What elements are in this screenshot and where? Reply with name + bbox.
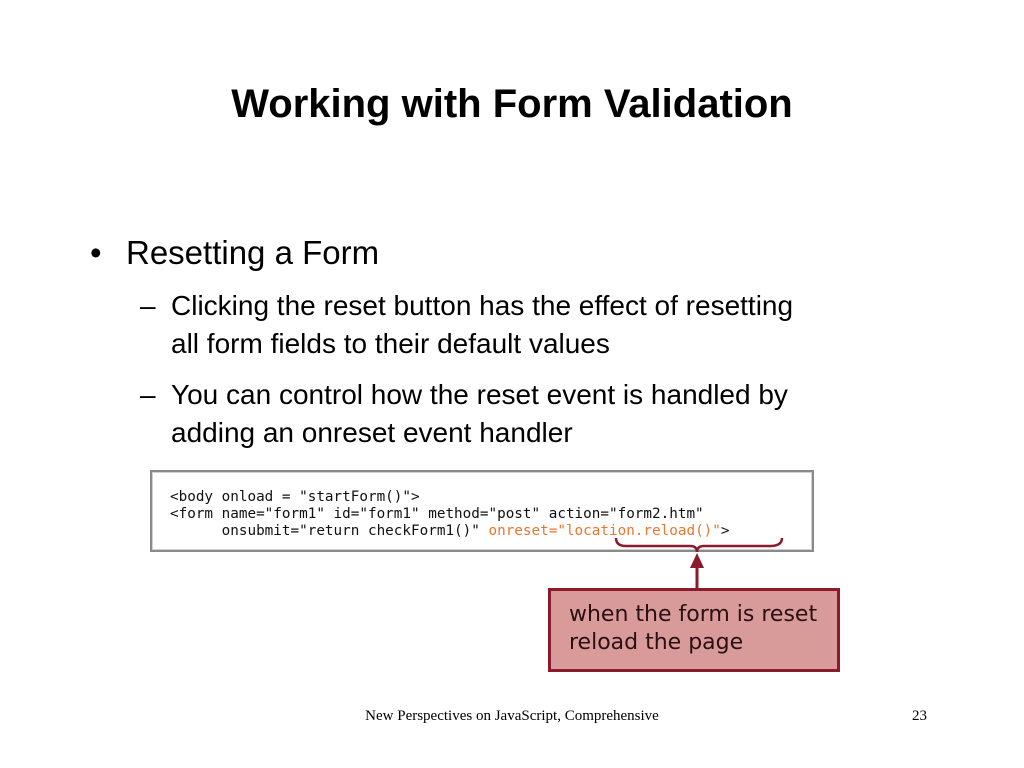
subpoint-marker: – <box>140 290 156 321</box>
bullet-marker: • <box>90 234 102 271</box>
code-tag-close: > <box>720 523 730 539</box>
subpoint-line: all form fields to their default values <box>171 328 610 359</box>
page-number: 23 <box>912 708 927 724</box>
subpoint-marker: – <box>140 379 156 410</box>
subpoint-onreset-handler <box>140 376 940 452</box>
code-line-form: <form name="form1" id="form1" method="post" action="form2.htm" <box>170 506 704 522</box>
subpoint-line: Clicking the reset button has the effect of resetting <box>171 290 794 321</box>
subpoint-line: You can control how the reset event is handled by <box>171 379 788 410</box>
callout-box <box>548 588 840 672</box>
footer-text: New Perspectives on JavaScript, Comprehensive <box>365 708 659 724</box>
bullet-text: Resetting a Form <box>126 234 380 271</box>
code-line-onsubmit <box>170 522 730 540</box>
bullet-item <box>90 232 379 274</box>
code-onsubmit-text: onsubmit="return checkForm1()" <box>170 523 489 539</box>
code-sample-box <box>150 470 814 552</box>
subpoint-line: adding an onreset event handler <box>171 417 573 448</box>
slide-title: Working with Form Validation <box>231 82 793 126</box>
arrow-head-icon <box>690 553 704 568</box>
callout-text-line: reload the page <box>569 630 744 655</box>
code-line-body: <body onload = "startForm()"> <box>170 489 420 505</box>
code-onreset-highlight: onreset="location.reload()" <box>488 523 721 539</box>
callout-text-line: when the form is reset <box>569 602 818 627</box>
subpoint-reset-button <box>140 287 940 363</box>
